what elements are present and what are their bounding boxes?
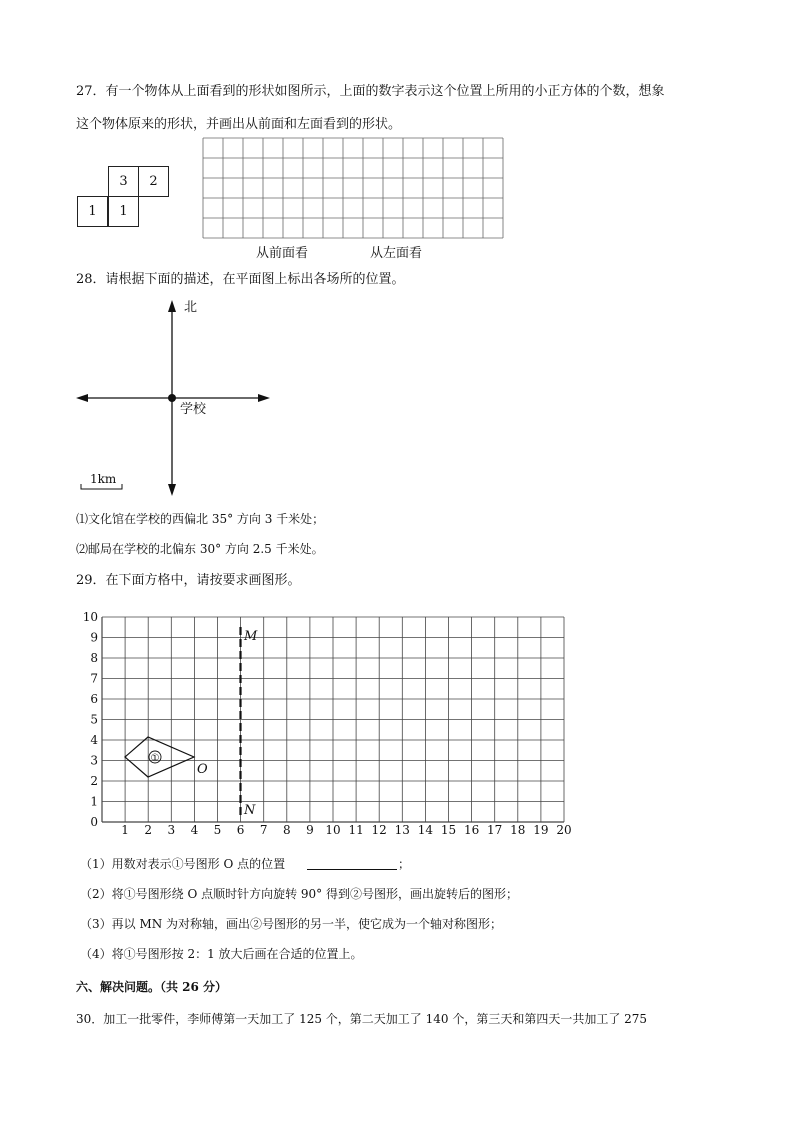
q29-item4: （4）将①号图形按 2：1 放大后画在合适的位置上。 <box>80 947 363 961</box>
x-tick-label: 4 <box>190 823 199 837</box>
x-tick-label: 8 <box>282 823 291 837</box>
shape-1 <box>125 737 194 777</box>
x-tick-label: 20 <box>556 823 572 837</box>
answer-blank-o-position[interactable] <box>307 869 397 870</box>
q28-title: 28．请根据下面的描述，在平面图上标出各场所的位置。 <box>76 272 405 287</box>
x-tick-label: 18 <box>510 823 526 837</box>
x-tick-label: 13 <box>394 823 410 837</box>
q29-item3: （3）再以 MN 为对称轴，画出②号图形的另一半，使它成为一个轴对称图形； <box>80 917 503 931</box>
point-m-label: M <box>244 629 258 644</box>
q27-text-line1: 27．有一个物体从上面看到的形状如图所示，上面的数字表示这个位置上所用的小正方体的个数，想象 <box>76 84 665 99</box>
x-tick-label: 16 <box>463 823 480 837</box>
top-view-cell-3: 3 <box>108 166 139 197</box>
x-tick-label: 19 <box>533 823 549 837</box>
y-tick-label: 3 <box>90 753 98 768</box>
school-label: 学校 <box>180 402 207 417</box>
q27-text-line2: 这个物体原来的形状，并画出从前面和左面看到的形状。 <box>76 117 402 132</box>
x-tick-label: 11 <box>348 823 364 837</box>
x-tick-label: 9 <box>306 823 314 837</box>
q28-item2: ⑵邮局在学校的北偏东 30° 方向 2.5 千米处。 <box>76 542 324 556</box>
y-tick-label: 8 <box>90 651 98 665</box>
y-tick-label: 4 <box>90 733 98 747</box>
x-tick-label: 14 <box>417 823 434 837</box>
top-view-cell-1b: 1 <box>108 196 139 227</box>
x-tick-label: 3 <box>167 823 176 837</box>
y-tick-label: 9 <box>90 630 98 645</box>
point-n-label: N <box>244 803 256 818</box>
q29-item1-end: ； <box>398 857 411 871</box>
x-tick-label: 12 <box>371 823 387 837</box>
y-tick-label: 7 <box>90 671 98 686</box>
x-tick-label: 1 <box>121 823 129 837</box>
point-o-label: O <box>197 762 208 777</box>
y-tick-label: 0 <box>90 815 98 829</box>
x-tick-label: 7 <box>259 823 268 837</box>
q29-title: 29．在下面方格中，请按要求画图形。 <box>76 573 301 588</box>
top-view-cell-2: 2 <box>138 166 169 197</box>
label-left-view: 从左面看 <box>370 246 423 261</box>
q30-text-line1: 30．加工一批零件，李师傅第一天加工了 125 个，第二天加工了 140 个，第三天和第四天一共加工了 275 <box>76 1012 648 1026</box>
q28-item1: ⑴文化馆在学校的西偏北 35° 方向 3 千米处； <box>76 512 325 526</box>
shape-1-label: ① <box>150 753 160 764</box>
y-tick-label: 6 <box>90 692 98 706</box>
x-tick-label: 15 <box>440 823 457 837</box>
y-tick-label: 1 <box>90 794 98 809</box>
q29-item2: （2）将①号图形绕 O 点顺时针方向旋转 90° 得到②号图形，画出旋转后的图形； <box>80 887 519 901</box>
y-tick-label: 5 <box>90 712 98 727</box>
q29-item1: （1）用数对表示①号图形 O 点的位置 <box>80 857 286 871</box>
x-tick-label: 2 <box>144 823 153 837</box>
y-tick-label: 2 <box>90 774 98 788</box>
section-6-heading: 六、解决问题。（共 26 分） <box>76 980 228 994</box>
scale-label: 1km <box>90 472 117 486</box>
y-tick-label: 10 <box>82 610 98 624</box>
north-label: 北 <box>184 300 198 315</box>
x-tick-label: 10 <box>325 823 341 837</box>
label-front-view: 从前面看 <box>256 246 309 261</box>
x-tick-label: 5 <box>213 823 222 837</box>
x-tick-label: 17 <box>487 823 503 837</box>
x-tick-label: 6 <box>236 823 245 837</box>
top-view-cell-1a: 1 <box>77 196 108 227</box>
